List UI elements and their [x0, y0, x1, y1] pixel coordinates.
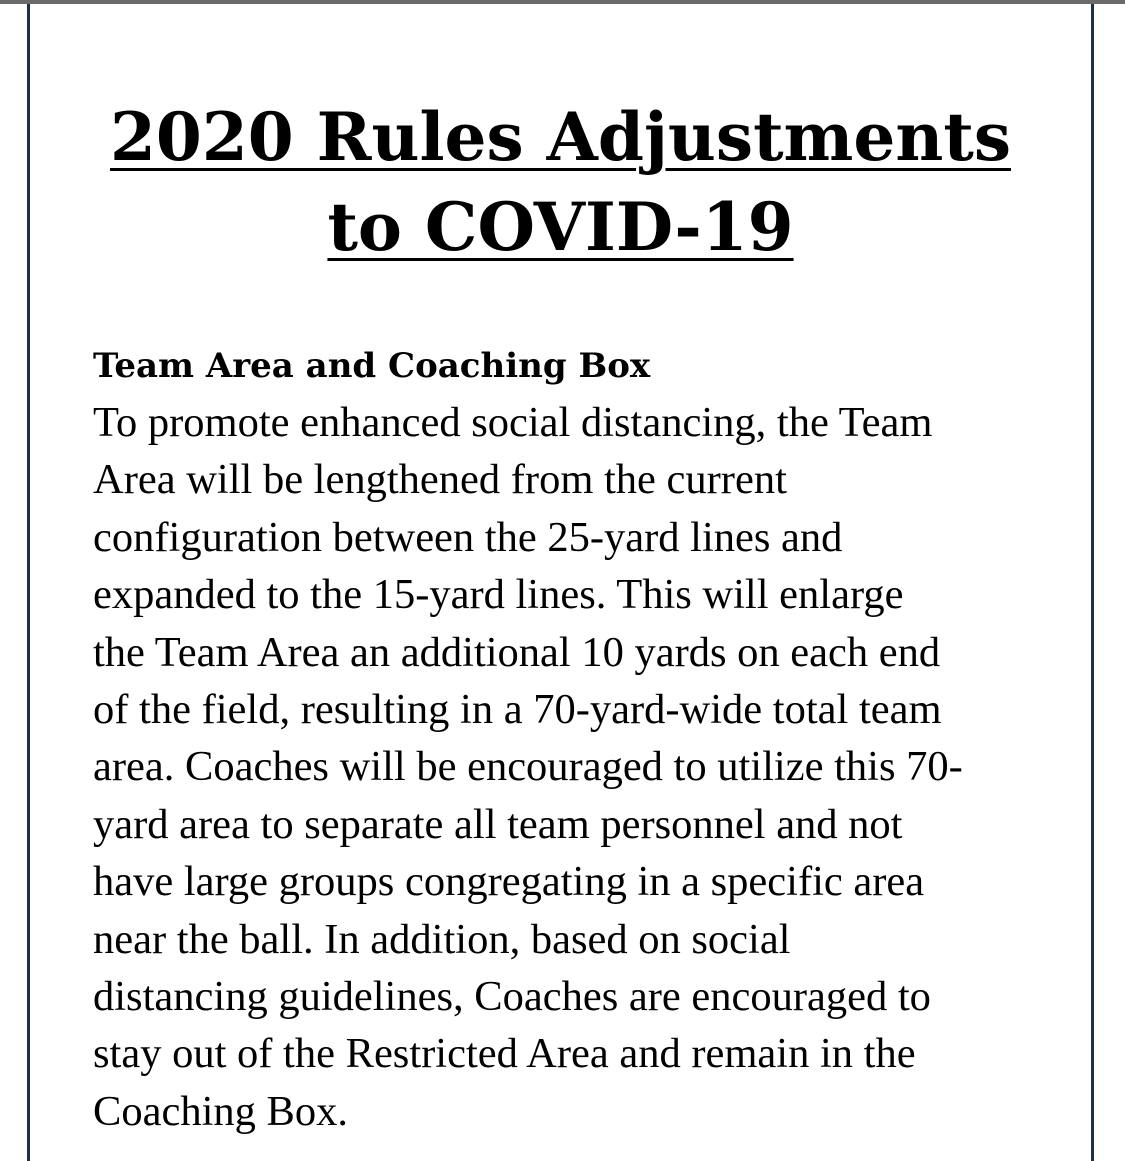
body-line: expanded to the 15-yard lines. This will enlarge	[93, 571, 904, 619]
body-line: Area will be lengthened from the current	[93, 456, 787, 504]
body-line: distancing guidelines, Coaches are encouraged to	[93, 973, 931, 1021]
document-page	[27, 4, 1094, 1161]
body-line: of the field, resulting in a 70-yard-wide total team	[93, 686, 942, 734]
body-line: have large groups congregating in a specific area	[93, 858, 925, 906]
body-line: the Team Area an additional 10 yards on each end	[93, 628, 941, 676]
section-body	[93, 394, 1073, 1140]
title-line: 2020 Rules Adjustments	[109, 98, 1012, 176]
document-title	[30, 92, 1091, 272]
body-line: yard area to separate all team personnel and not	[93, 800, 903, 848]
section-heading: Team Area and Coaching Box	[93, 346, 651, 386]
body-line: stay out of the Restricted Area and remain in the	[93, 1030, 916, 1078]
body-line: To promote enhanced social distancing, the Team	[93, 399, 933, 446]
body-line: configuration between the 25-yard lines and	[93, 513, 843, 561]
rule-section	[93, 338, 1073, 1140]
title-line: to COVID-19	[327, 188, 794, 266]
body-line: Coaching Box.	[93, 1087, 348, 1135]
body-line: near the ball. In addition, based on social	[93, 915, 791, 963]
body-line: area. Coaches will be encouraged to utilize this 70-	[93, 743, 963, 791]
